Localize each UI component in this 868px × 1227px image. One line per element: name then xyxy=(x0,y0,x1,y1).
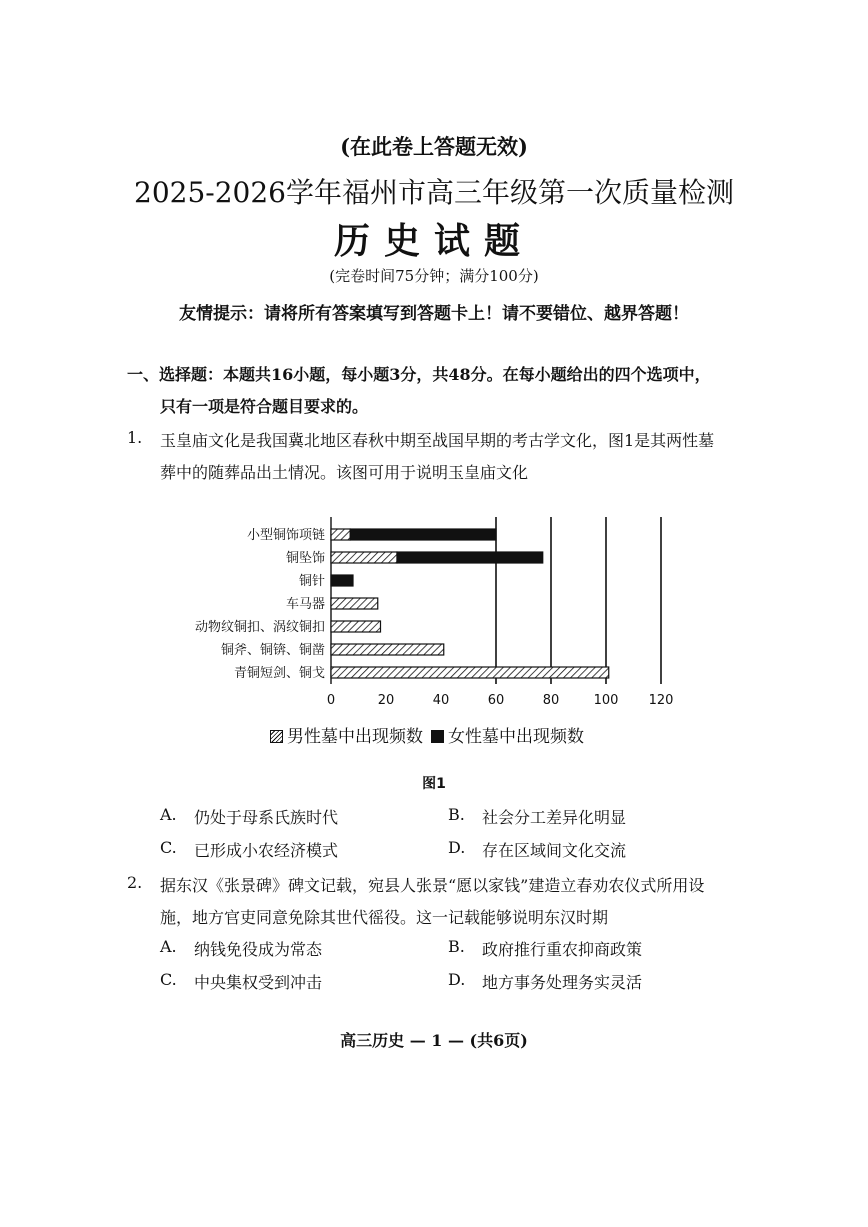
q1-option-b-letter: B. xyxy=(448,805,465,824)
x-tick-label: 60 xyxy=(487,693,505,708)
q1-option-b-text: 社会分工差异化明显 xyxy=(482,808,627,827)
question-2-number: 2. xyxy=(127,873,143,892)
bar-male xyxy=(331,529,350,540)
question-1-stem-line-2: 葬中的随葬品出土情况。该图可用于说明玉皇庙文化 xyxy=(160,463,529,482)
q1-option-a-letter: A. xyxy=(160,805,177,824)
q2-option-b-text: 政府推行重农抑商政策 xyxy=(482,940,643,959)
bar-female xyxy=(397,552,543,563)
bar-male xyxy=(331,644,444,655)
section-heading-line-1: 一、选择题：本题共16小题，每小题3分，共48分。在每小题给出的四个选项中， xyxy=(127,365,711,384)
q1-option-a-text: 仍处于母系氏族时代 xyxy=(194,808,339,827)
q2-option-d-letter: D. xyxy=(448,970,466,989)
q2-option-b-letter: B. xyxy=(448,937,465,956)
figure-1-chart xyxy=(160,515,700,715)
bar-male xyxy=(331,598,378,609)
q2-option-a-letter: A. xyxy=(160,937,177,956)
category-label: 青铜短剑、铜戈 xyxy=(233,666,325,681)
category-label: 铜坠饰 xyxy=(285,551,325,566)
q2-option-a-text: 纳钱免役成为常态 xyxy=(194,940,323,959)
reminder: 友情提示：请将所有答案填写到答题卡上！请不要错位、越界答题！ xyxy=(179,304,689,324)
chart-legend xyxy=(270,722,584,747)
bar-male xyxy=(331,667,609,678)
category-label: 铜针 xyxy=(298,574,325,589)
exam-info: (完卷时间75分钟；满分100分) xyxy=(329,267,539,285)
x-tick-label: 40 xyxy=(432,693,450,708)
legend-swatch-female xyxy=(431,730,444,743)
category-label: 小型铜饰项链 xyxy=(246,528,325,543)
question-2-stem-line-1: 据东汉《张景碑》碑文记载，宛县人张景“愿以家钱”建造立春劝农仪式所用设 xyxy=(160,876,705,895)
x-tick-label: 120 xyxy=(648,693,674,708)
subject-title: 历史试题 xyxy=(333,220,534,262)
exam-notice: (在此卷上答题无效) xyxy=(340,134,528,159)
x-tick-label: 20 xyxy=(377,693,395,708)
legend-swatch-male xyxy=(270,730,283,743)
exam-title: 2025-2026学年福州市高三年级第一次质量检测 xyxy=(134,176,734,209)
x-tick-label: 0 xyxy=(326,693,336,708)
category-label: 铜斧、铜锛、铜凿 xyxy=(220,643,325,658)
q1-option-c-text: 已形成小农经济模式 xyxy=(194,841,339,860)
page-footer: 高三历史 — 1 — (共6页) xyxy=(340,1031,528,1050)
figure-caption: 图1 xyxy=(422,776,446,792)
bar-male xyxy=(331,621,381,632)
q1-option-c-letter: C. xyxy=(160,838,177,857)
question-2-stem-line-2: 施，地方官吏同意免除其世代徭役。这一记载能够说明东汉时期 xyxy=(160,908,609,927)
category-label: 车马器 xyxy=(285,597,325,612)
bar-male xyxy=(331,552,397,563)
q1-option-d-text: 存在区域间文化交流 xyxy=(482,841,627,860)
q2-option-c-letter: C. xyxy=(160,970,177,989)
category-label: 动物纹铜扣、涡纹铜扣 xyxy=(194,620,325,635)
legend-label-male: 男性墓中出现频数 xyxy=(287,727,423,747)
question-1-stem-line-1: 玉皇庙文化是我国冀北地区春秋中期至战国早期的考古学文化，图1是其两性墓 xyxy=(160,431,715,450)
x-tick-label: 100 xyxy=(593,693,619,708)
q2-option-d-text: 地方事务处理务实灵活 xyxy=(482,973,643,992)
question-1-number: 1. xyxy=(127,428,143,447)
x-tick-label: 80 xyxy=(542,693,560,708)
legend-label-female: 女性墓中出现频数 xyxy=(448,727,584,747)
bar-female xyxy=(331,575,353,586)
q1-option-d-letter: D. xyxy=(448,838,466,857)
section-heading-line-2: 只有一项是符合题目要求的。 xyxy=(160,397,369,416)
bar-female xyxy=(350,529,496,540)
q2-option-c-text: 中央集权受到冲击 xyxy=(194,973,323,992)
